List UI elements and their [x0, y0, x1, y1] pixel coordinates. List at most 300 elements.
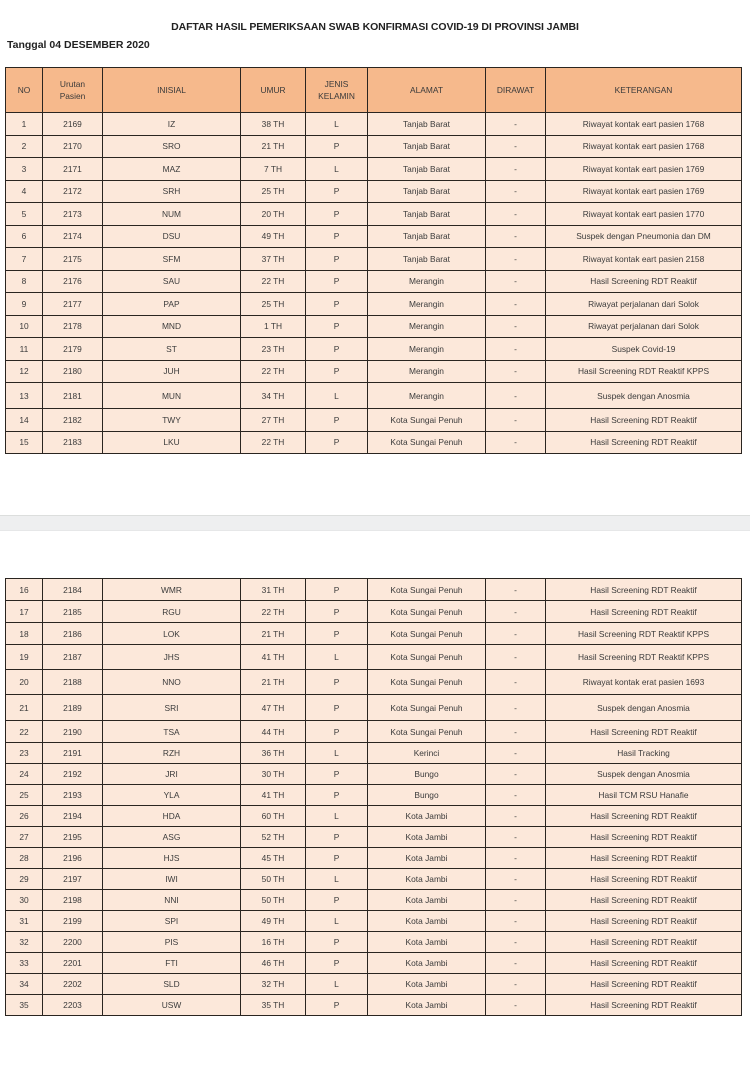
cell-umur: 23 TH — [241, 338, 306, 361]
table-row — [6, 869, 742, 890]
cell-jenis-kelamin: L — [306, 645, 368, 670]
cell-dirawat: - — [486, 383, 546, 409]
cell-inisial: SAU — [103, 270, 241, 293]
cell-no: 8 — [6, 270, 43, 293]
cell-umur: 60 TH — [241, 806, 306, 827]
cell-inisial: USW — [103, 995, 241, 1016]
cell-alamat: Tanjab Barat — [368, 158, 486, 181]
cell-keterangan: Riwayat kontak eart pasien 1769 — [546, 180, 742, 203]
cell-keterangan: Riwayat perjalanan dari Solok — [546, 315, 742, 338]
cell-dirawat: - — [486, 409, 546, 432]
page-separator — [0, 515, 750, 531]
cell-jenis-kelamin: P — [306, 721, 368, 743]
cell-alamat: Kota Sungai Penuh — [368, 623, 486, 645]
cell-umur: 41 TH — [241, 785, 306, 806]
cell-keterangan: Hasil Tracking — [546, 743, 742, 764]
cell-no: 19 — [6, 645, 43, 670]
cell-no: 18 — [6, 623, 43, 645]
cell-keterangan: Suspek dengan Pneumonia dan DM — [546, 225, 742, 248]
cell-dirawat: - — [486, 270, 546, 293]
cell-urutan-pasien: 2201 — [43, 953, 103, 974]
cell-urutan-pasien: 2202 — [43, 974, 103, 995]
cell-dirawat: - — [486, 360, 546, 383]
table-header-row — [6, 68, 742, 113]
cell-alamat: Merangin — [368, 270, 486, 293]
cell-umur: 22 TH — [241, 601, 306, 623]
cell-keterangan: Riwayat kontak eart pasien 2158 — [546, 248, 742, 271]
cell-inisial: ST — [103, 338, 241, 361]
cell-dirawat: - — [486, 806, 546, 827]
cell-urutan-pasien: 2203 — [43, 995, 103, 1016]
cell-inisial: SLD — [103, 974, 241, 995]
cell-alamat: Tanjab Barat — [368, 135, 486, 158]
cell-dirawat: - — [486, 623, 546, 645]
cell-urutan-pasien: 2198 — [43, 890, 103, 911]
cell-keterangan: Hasil Screening RDT Reaktif — [546, 806, 742, 827]
cell-alamat: Merangin — [368, 315, 486, 338]
report-date: Tanggal 04 DESEMBER 2020 — [7, 39, 150, 51]
table-row — [6, 338, 742, 361]
cell-umur: 41 TH — [241, 645, 306, 670]
header-keterangan: KETERANGAN — [546, 68, 742, 113]
header-inisial: INISIAL — [103, 68, 241, 113]
cell-jenis-kelamin: P — [306, 360, 368, 383]
cell-dirawat: - — [486, 180, 546, 203]
cell-jenis-kelamin: P — [306, 670, 368, 695]
cell-umur: 30 TH — [241, 764, 306, 785]
cell-jenis-kelamin: P — [306, 225, 368, 248]
cell-keterangan: Riwayat kontak eart pasien 1768 — [546, 113, 742, 136]
cell-no: 27 — [6, 827, 43, 848]
cell-jenis-kelamin: L — [306, 113, 368, 136]
cell-alamat: Merangin — [368, 360, 486, 383]
cell-keterangan: Riwayat kontak eart pasien 1768 — [546, 135, 742, 158]
cell-keterangan: Hasil Screening RDT Reaktif — [546, 953, 742, 974]
table-row — [6, 827, 742, 848]
header-umur: UMUR — [241, 68, 306, 113]
cell-alamat: Kota Sungai Penuh — [368, 431, 486, 454]
cell-jenis-kelamin: P — [306, 135, 368, 158]
cell-jenis-kelamin: P — [306, 338, 368, 361]
cell-umur: 25 TH — [241, 293, 306, 316]
cell-urutan-pasien: 2196 — [43, 848, 103, 869]
cell-keterangan: Riwayat perjalanan dari Solok — [546, 293, 742, 316]
cell-no: 21 — [6, 695, 43, 721]
cell-urutan-pasien: 2190 — [43, 721, 103, 743]
cell-inisial: HJS — [103, 848, 241, 869]
cell-inisial: TWY — [103, 409, 241, 432]
cell-umur: 25 TH — [241, 180, 306, 203]
cell-urutan-pasien: 2184 — [43, 579, 103, 601]
table-row — [6, 645, 742, 670]
cell-inisial: IWI — [103, 869, 241, 890]
cell-alamat: Kota Sungai Penuh — [368, 645, 486, 670]
cell-jenis-kelamin: P — [306, 315, 368, 338]
cell-urutan-pasien: 2187 — [43, 645, 103, 670]
cell-dirawat: - — [486, 827, 546, 848]
cell-dirawat: - — [486, 890, 546, 911]
cell-umur: 34 TH — [241, 383, 306, 409]
table-row — [6, 623, 742, 645]
cell-dirawat: - — [486, 338, 546, 361]
cell-no: 11 — [6, 338, 43, 361]
cell-alamat: Kota Sungai Penuh — [368, 409, 486, 432]
cell-urutan-pasien: 2181 — [43, 383, 103, 409]
cell-dirawat: - — [486, 601, 546, 623]
cell-dirawat: - — [486, 248, 546, 271]
cell-urutan-pasien: 2175 — [43, 248, 103, 271]
cell-no: 24 — [6, 764, 43, 785]
cell-inisial: WMR — [103, 579, 241, 601]
document-title: DAFTAR HASIL PEMERIKSAAN SWAB KONFIRMASI COVID-19 DI PROVINSI JAMBI — [171, 21, 579, 33]
cell-dirawat: - — [486, 974, 546, 995]
cell-jenis-kelamin: P — [306, 293, 368, 316]
cell-alamat: Tanjab Barat — [368, 225, 486, 248]
cell-urutan-pasien: 2172 — [43, 180, 103, 203]
cell-keterangan: Hasil Screening RDT Reaktif — [546, 911, 742, 932]
cell-umur: 21 TH — [241, 135, 306, 158]
cell-urutan-pasien: 2194 — [43, 806, 103, 827]
cell-inisial: SRI — [103, 695, 241, 721]
covid-results-table-page-2 — [5, 578, 742, 1016]
cell-urutan-pasien: 2197 — [43, 869, 103, 890]
cell-no: 26 — [6, 806, 43, 827]
table-row — [6, 974, 742, 995]
cell-no: 35 — [6, 995, 43, 1016]
cell-inisial: DSU — [103, 225, 241, 248]
cell-no: 5 — [6, 203, 43, 226]
cell-keterangan: Hasil Screening RDT Reaktif — [546, 995, 742, 1016]
cell-jenis-kelamin: L — [306, 158, 368, 181]
table-row — [6, 248, 742, 271]
cell-alamat: Kota Jambi — [368, 806, 486, 827]
cell-alamat: Kota Sungai Penuh — [368, 695, 486, 721]
cell-keterangan: Hasil Screening RDT Reaktif — [546, 869, 742, 890]
cell-jenis-kelamin: P — [306, 785, 368, 806]
table-row — [6, 293, 742, 316]
cell-dirawat: - — [486, 953, 546, 974]
cell-jenis-kelamin: L — [306, 743, 368, 764]
cell-urutan-pasien: 2200 — [43, 932, 103, 953]
cell-keterangan: Hasil TCM RSU Hanafie — [546, 785, 742, 806]
cell-inisial: SRO — [103, 135, 241, 158]
cell-jenis-kelamin: P — [306, 180, 368, 203]
cell-keterangan: Hasil Screening RDT Reaktif — [546, 270, 742, 293]
table-row — [6, 135, 742, 158]
cell-dirawat: - — [486, 995, 546, 1016]
cell-inisial: SPI — [103, 911, 241, 932]
cell-inisial: SFM — [103, 248, 241, 271]
cell-alamat: Kota Jambi — [368, 974, 486, 995]
cell-jenis-kelamin: P — [306, 623, 368, 645]
cell-umur: 36 TH — [241, 743, 306, 764]
cell-no: 23 — [6, 743, 43, 764]
cell-jenis-kelamin: P — [306, 695, 368, 721]
cell-no: 12 — [6, 360, 43, 383]
table-row — [6, 764, 742, 785]
cell-umur: 49 TH — [241, 911, 306, 932]
cell-urutan-pasien: 2180 — [43, 360, 103, 383]
cell-inisial: MND — [103, 315, 241, 338]
cell-no: 33 — [6, 953, 43, 974]
cell-keterangan: Hasil Screening RDT Reaktif — [546, 848, 742, 869]
cell-urutan-pasien: 2186 — [43, 623, 103, 645]
cell-keterangan: Hasil Screening RDT Reaktif KPPS — [546, 645, 742, 670]
cell-dirawat: - — [486, 785, 546, 806]
cell-keterangan: Hasil Screening RDT Reaktif — [546, 409, 742, 432]
cell-no: 15 — [6, 431, 43, 454]
cell-dirawat: - — [486, 721, 546, 743]
cell-jenis-kelamin: P — [306, 890, 368, 911]
cell-inisial: FTI — [103, 953, 241, 974]
cell-alamat: Tanjab Barat — [368, 180, 486, 203]
cell-no: 16 — [6, 579, 43, 601]
cell-alamat: Kota Jambi — [368, 995, 486, 1016]
cell-inisial: HDA — [103, 806, 241, 827]
table-row — [6, 225, 742, 248]
table-row — [6, 383, 742, 409]
cell-inisial: SRH — [103, 180, 241, 203]
cell-inisial: PIS — [103, 932, 241, 953]
cell-alamat: Merangin — [368, 383, 486, 409]
cell-no: 30 — [6, 890, 43, 911]
cell-dirawat: - — [486, 293, 546, 316]
table-row — [6, 579, 742, 601]
table-row — [6, 203, 742, 226]
table-row — [6, 180, 742, 203]
cell-jenis-kelamin: P — [306, 248, 368, 271]
cell-alamat: Kota Jambi — [368, 848, 486, 869]
cell-inisial: RZH — [103, 743, 241, 764]
cell-umur: 16 TH — [241, 932, 306, 953]
cell-dirawat: - — [486, 113, 546, 136]
cell-umur: 46 TH — [241, 953, 306, 974]
cell-alamat: Kota Jambi — [368, 911, 486, 932]
cell-inisial: RGU — [103, 601, 241, 623]
cell-urutan-pasien: 2183 — [43, 431, 103, 454]
cell-no: 9 — [6, 293, 43, 316]
table-row — [6, 431, 742, 454]
cell-dirawat: - — [486, 579, 546, 601]
cell-inisial: IZ — [103, 113, 241, 136]
cell-no: 4 — [6, 180, 43, 203]
cell-no: 28 — [6, 848, 43, 869]
cell-urutan-pasien: 2178 — [43, 315, 103, 338]
cell-jenis-kelamin: L — [306, 383, 368, 409]
table-row — [6, 695, 742, 721]
cell-inisial: YLA — [103, 785, 241, 806]
table-row — [6, 806, 742, 827]
cell-urutan-pasien: 2176 — [43, 270, 103, 293]
header-alamat: ALAMAT — [368, 68, 486, 113]
cell-jenis-kelamin: P — [306, 827, 368, 848]
cell-jenis-kelamin: L — [306, 869, 368, 890]
cell-no: 3 — [6, 158, 43, 181]
cell-jenis-kelamin: P — [306, 409, 368, 432]
cell-jenis-kelamin: P — [306, 848, 368, 869]
cell-jenis-kelamin: P — [306, 932, 368, 953]
cell-alamat: Tanjab Barat — [368, 113, 486, 136]
cell-keterangan: Hasil Screening RDT Reaktif KPPS — [546, 623, 742, 645]
cell-inisial: NNI — [103, 890, 241, 911]
cell-urutan-pasien: 2199 — [43, 911, 103, 932]
cell-urutan-pasien: 2177 — [43, 293, 103, 316]
cell-urutan-pasien: 2192 — [43, 764, 103, 785]
cell-dirawat: - — [486, 203, 546, 226]
cell-keterangan: Hasil Screening RDT Reaktif — [546, 579, 742, 601]
cell-dirawat: - — [486, 225, 546, 248]
table-row — [6, 995, 742, 1016]
table-row — [6, 911, 742, 932]
cell-inisial: JUH — [103, 360, 241, 383]
cell-alamat: Bungo — [368, 764, 486, 785]
cell-inisial: MAZ — [103, 158, 241, 181]
table-row — [6, 670, 742, 695]
cell-no: 25 — [6, 785, 43, 806]
cell-dirawat: - — [486, 743, 546, 764]
cell-inisial: ASG — [103, 827, 241, 848]
cell-keterangan: Hasil Screening RDT Reaktif KPPS — [546, 360, 742, 383]
cell-inisial: NNO — [103, 670, 241, 695]
cell-alamat: Kota Jambi — [368, 890, 486, 911]
cell-jenis-kelamin: P — [306, 270, 368, 293]
cell-umur: 31 TH — [241, 579, 306, 601]
cell-inisial: LOK — [103, 623, 241, 645]
cell-jenis-kelamin: L — [306, 806, 368, 827]
cell-keterangan: Hasil Screening RDT Reaktif — [546, 827, 742, 848]
cell-urutan-pasien: 2182 — [43, 409, 103, 432]
cell-alamat: Kota Jambi — [368, 953, 486, 974]
table-row — [6, 360, 742, 383]
header-dirawat: DIRAWAT — [486, 68, 546, 113]
cell-keterangan: Hasil Screening RDT Reaktif — [546, 721, 742, 743]
cell-no: 2 — [6, 135, 43, 158]
cell-urutan-pasien: 2173 — [43, 203, 103, 226]
cell-keterangan: Suspek dengan Anosmia — [546, 383, 742, 409]
cell-umur: 27 TH — [241, 409, 306, 432]
cell-inisial: MUN — [103, 383, 241, 409]
cell-inisial: LKU — [103, 431, 241, 454]
cell-urutan-pasien: 2169 — [43, 113, 103, 136]
cell-inisial: NUM — [103, 203, 241, 226]
cell-dirawat: - — [486, 869, 546, 890]
cell-alamat: Kota Sungai Penuh — [368, 670, 486, 695]
cell-inisial: PAP — [103, 293, 241, 316]
cell-urutan-pasien: 2195 — [43, 827, 103, 848]
table-row — [6, 721, 742, 743]
cell-dirawat: - — [486, 315, 546, 338]
cell-jenis-kelamin: P — [306, 764, 368, 785]
table-row — [6, 158, 742, 181]
cell-umur: 21 TH — [241, 623, 306, 645]
cell-dirawat: - — [486, 848, 546, 869]
cell-urutan-pasien: 2188 — [43, 670, 103, 695]
table-row — [6, 932, 742, 953]
cell-inisial: JHS — [103, 645, 241, 670]
cell-keterangan: Suspek dengan Anosmia — [546, 764, 742, 785]
cell-keterangan: Hasil Screening RDT Reaktif — [546, 890, 742, 911]
cell-dirawat: - — [486, 695, 546, 721]
cell-umur: 22 TH — [241, 270, 306, 293]
cell-dirawat: - — [486, 158, 546, 181]
cell-urutan-pasien: 2185 — [43, 601, 103, 623]
cell-umur: 47 TH — [241, 695, 306, 721]
covid-results-table-page-1 — [5, 67, 742, 454]
cell-alamat: Merangin — [368, 338, 486, 361]
table-row — [6, 890, 742, 911]
cell-keterangan: Hasil Screening RDT Reaktif — [546, 932, 742, 953]
cell-no: 1 — [6, 113, 43, 136]
cell-umur: 22 TH — [241, 360, 306, 383]
cell-keterangan: Hasil Screening RDT Reaktif — [546, 974, 742, 995]
cell-dirawat: - — [486, 911, 546, 932]
cell-no: 13 — [6, 383, 43, 409]
cell-no: 22 — [6, 721, 43, 743]
table-row — [6, 848, 742, 869]
cell-keterangan: Suspek dengan Anosmia — [546, 695, 742, 721]
cell-umur: 38 TH — [241, 113, 306, 136]
cell-urutan-pasien: 2179 — [43, 338, 103, 361]
table-row — [6, 785, 742, 806]
cell-no: 29 — [6, 869, 43, 890]
cell-jenis-kelamin: P — [306, 579, 368, 601]
cell-alamat: Kerinci — [368, 743, 486, 764]
cell-keterangan: Hasil Screening RDT Reaktif — [546, 431, 742, 454]
cell-jenis-kelamin: P — [306, 953, 368, 974]
cell-no: 20 — [6, 670, 43, 695]
cell-umur: 50 TH — [241, 869, 306, 890]
cell-urutan-pasien: 2193 — [43, 785, 103, 806]
cell-umur: 49 TH — [241, 225, 306, 248]
cell-dirawat: - — [486, 764, 546, 785]
cell-no: 14 — [6, 409, 43, 432]
cell-no: 10 — [6, 315, 43, 338]
cell-alamat: Kota Jambi — [368, 869, 486, 890]
cell-inisial: JRI — [103, 764, 241, 785]
cell-no: 6 — [6, 225, 43, 248]
cell-umur: 7 TH — [241, 158, 306, 181]
cell-umur: 37 TH — [241, 248, 306, 271]
header-urutan-pasien: Urutan Pasien — [43, 68, 103, 113]
cell-urutan-pasien: 2174 — [43, 225, 103, 248]
cell-urutan-pasien: 2171 — [43, 158, 103, 181]
cell-keterangan: Riwayat kontak eart pasien 1770 — [546, 203, 742, 226]
cell-alamat: Kota Sungai Penuh — [368, 579, 486, 601]
cell-urutan-pasien: 2191 — [43, 743, 103, 764]
cell-inisial: TSA — [103, 721, 241, 743]
table-row — [6, 315, 742, 338]
cell-jenis-kelamin: P — [306, 431, 368, 454]
cell-no: 34 — [6, 974, 43, 995]
cell-umur: 1 TH — [241, 315, 306, 338]
table-row — [6, 743, 742, 764]
cell-umur: 50 TH — [241, 890, 306, 911]
cell-alamat: Kota Jambi — [368, 932, 486, 953]
header-jenis-kelamin: JENIS KELAMIN — [306, 68, 368, 113]
cell-jenis-kelamin: P — [306, 601, 368, 623]
cell-keterangan: Suspek Covid-19 — [546, 338, 742, 361]
table-row — [6, 409, 742, 432]
cell-alamat: Kota Sungai Penuh — [368, 721, 486, 743]
cell-jenis-kelamin: L — [306, 974, 368, 995]
cell-keterangan: Riwayat kontak eart pasien 1769 — [546, 158, 742, 181]
cell-alamat: Kota Sungai Penuh — [368, 601, 486, 623]
cell-umur: 32 TH — [241, 974, 306, 995]
cell-no: 17 — [6, 601, 43, 623]
cell-dirawat: - — [486, 932, 546, 953]
cell-umur: 52 TH — [241, 827, 306, 848]
cell-jenis-kelamin: P — [306, 203, 368, 226]
